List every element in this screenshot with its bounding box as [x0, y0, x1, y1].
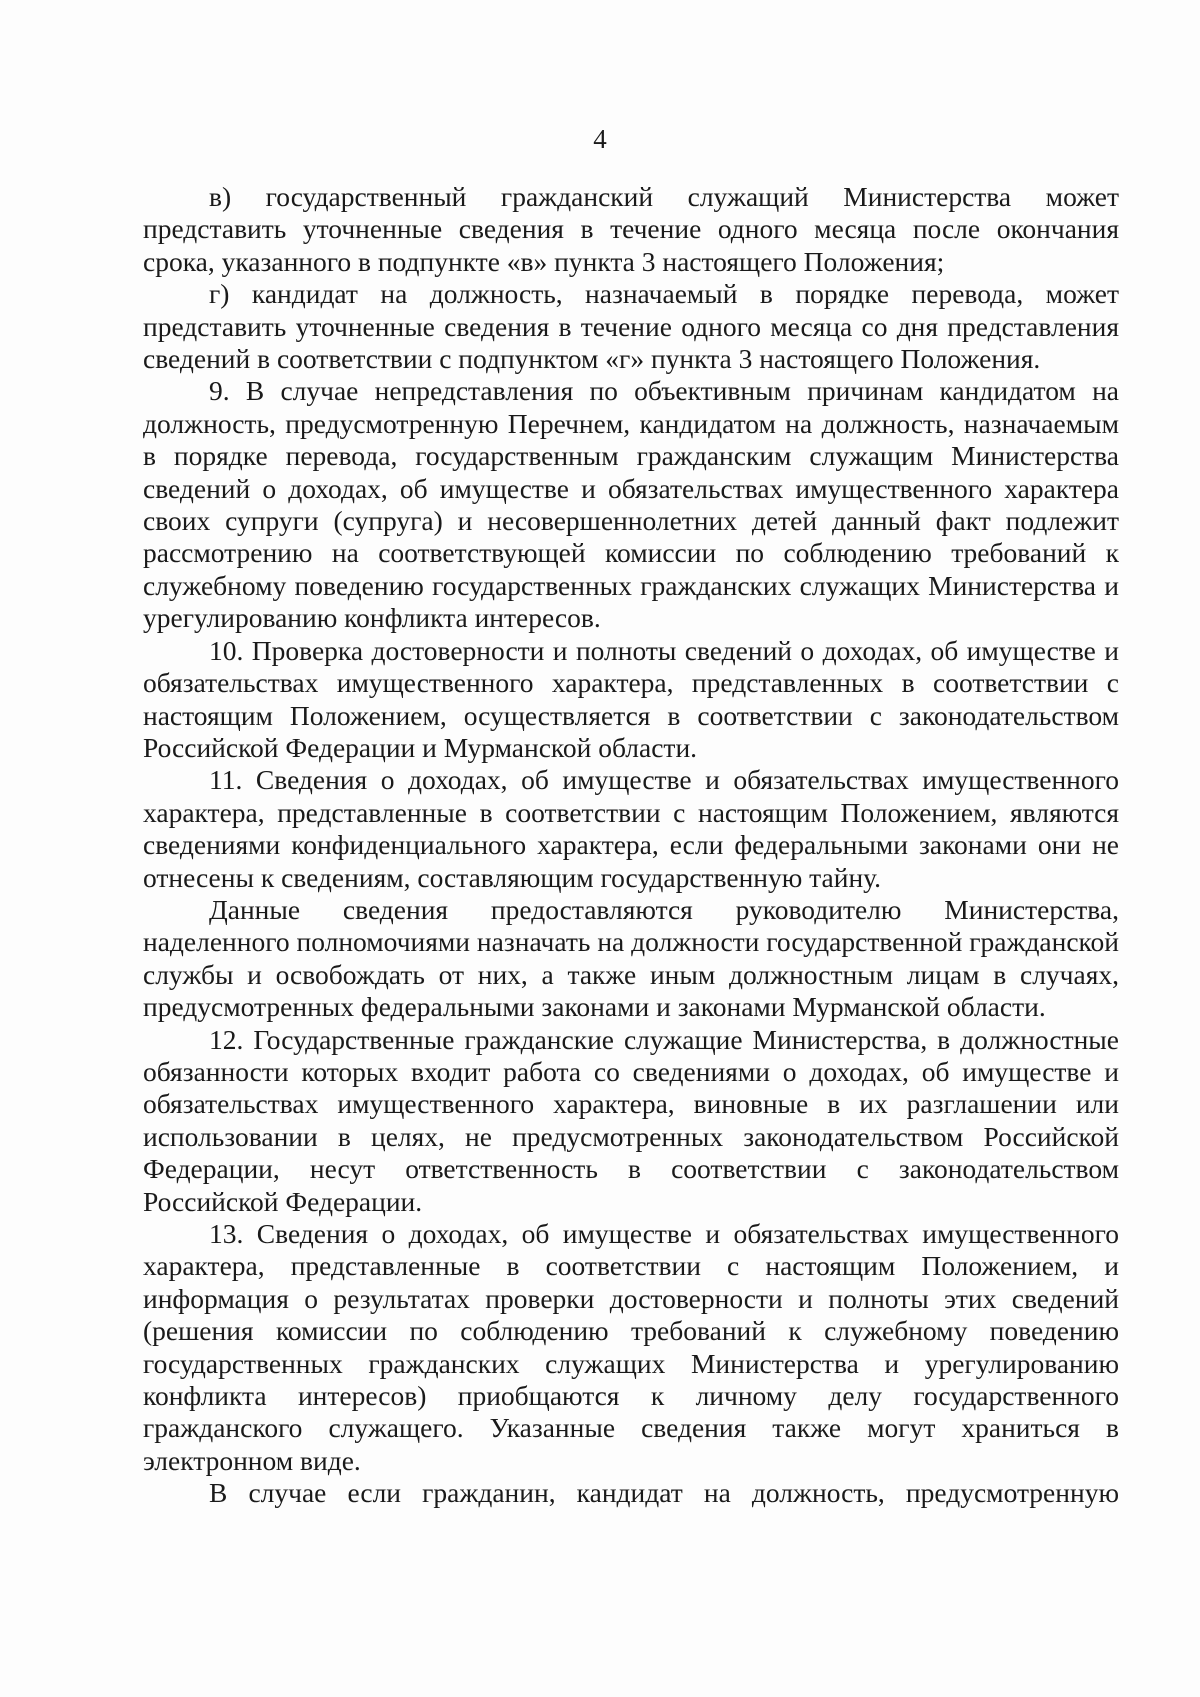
paragraph-item-13-continued: В случае если гражданин, кандидат на должность, предусмотренную	[209, 1477, 1119, 1509]
page-number: 4	[593, 124, 607, 154]
paragraph-item-12: 12. Государственные гражданские служащие Министерства, в должностные обязанности которых входит работа со сведениями о доходах, об имуществе и обязательствах имущественного характера, виновные в их разглашении или использовании в целях, не предусмотренных законодательством Российской Федерации, несут ответственность в соответствии с законодательством Российской Федерации.	[143, 1023, 1119, 1217]
paragraph-item-11-continued: Данные сведения предоставляются руководителю Министерства, наделенного полномочиями назначать на должности государственной гражданской службы и освобождать от них, а также иным должностным лицам в случаях, предусмотренных федеральными законами и законами Мурманской области.	[143, 893, 1119, 1023]
paragraph-item-11: 11. Сведения о доходах, об имуществе и обязательствах имущественного характера, представленные в соответствии с настоящим Положением, являются сведениями конфиденциального характера, если федеральными законами они не отнесены к сведениям, составляющим государственную тайну.	[143, 764, 1119, 893]
paragraph-item-9: 9. В случае непредставления по объективным причинам кандидатом на должность, предусмотренную Перечнем, кандидатом на должность, назначаемым в порядке перевода, государственным гражданским служащим Министерства сведений о доходах, об имуществе и обязательствах имущественного характера своих супруги (супруга) и несовершеннолетних детей данный факт подлежит рассмотрению на соответствующей комиссии по соблюдению требований к служебному поведению государственных гражданских служащих Министерства и урегулированию конфликта интересов.	[143, 375, 1119, 634]
paragraph-subitem-g: г) кандидат на должность, назначаемый в порядке перевода, может представить уточненные сведения в течение одного месяца со дня представления сведений в соответствии с подпунктом «г» пункта 3 настоящего Положения.	[143, 278, 1119, 375]
paragraph-item-13: 13. Сведения о доходах, об имуществе и обязательствах имущественного характера, представленные в соответствии с настоящим Положением, и информация о результатах проверки достоверности и полноты этих сведений (решения комиссии по соблюдению требований к служебному поведению государственных гражданских служащих Министерства и урегулированию конфликта интересов) приобщаются к личному делу государственного гражданского служащего. Указанные сведения также могут храниться в электронном виде.	[143, 1218, 1119, 1476]
document-body	[143, 181, 1119, 1510]
paragraph-subitem-v: в) государственный гражданский служащий Министерства может представить уточненные сведения в течение одного месяца после окончания срока, указанного в подпункте «в» пункта 3 настоящего Положения;	[143, 181, 1119, 277]
paragraph-item-10: 10. Проверка достоверности и полноты сведений о доходах, об имуществе и обязательствах имущественного характера, представленных в соответствии с настоящим Положением, осуществляется в соответствии с законодательством Российской Федерации и Мурманской области.	[143, 634, 1119, 763]
